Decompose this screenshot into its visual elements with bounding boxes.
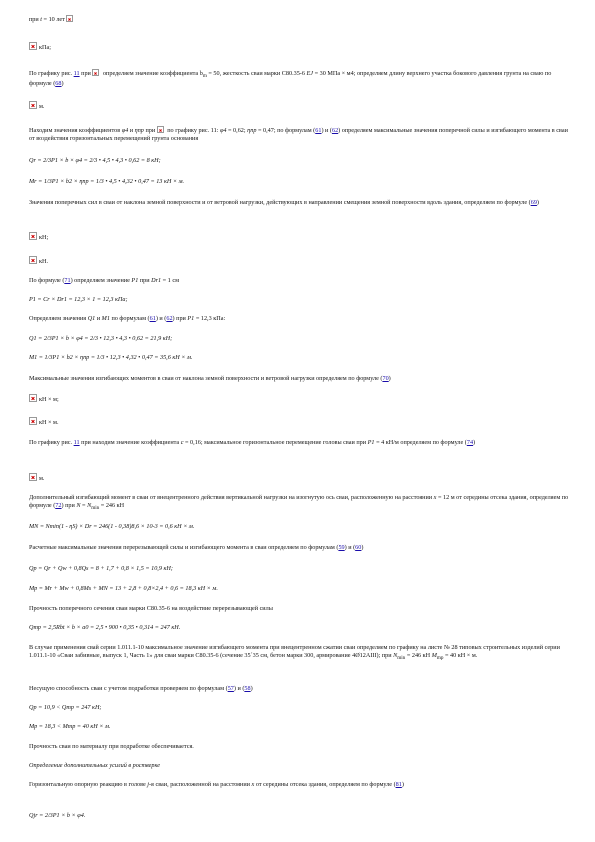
formula-link[interactable]: 81 bbox=[395, 781, 402, 788]
paragraph-series: В случае применения свай серии 1.011.1-10 максимальное значение изгибающего момента при внецентренном сжатии сваи определяем по графику на листе № 28 типовых строительных изделий серии 1.011.1-10 «Сваи забивные, выпуск 1, Часть 1» для сваи марки С80.35-6 (сечение 35´35 см, бетон марки 300, армирование 4Ø12АIII); при $N_{min} = 246$ кН $M_{mp} = 40$ кН × м. bbox=[29, 644, 560, 662]
broken-image-icon bbox=[29, 101, 37, 109]
formula-link[interactable]: 59 bbox=[338, 544, 345, 551]
broken-image-icon bbox=[29, 42, 37, 50]
paragraph-formula-qw: кН. bbox=[29, 256, 569, 266]
equation-m1: M1 = 1/3P1 × b2 × ηпр = 1/3 • 12,3 • 4,32 • 0,47 = 35,6 кН × м. bbox=[29, 354, 193, 361]
equation-p1: P1 = Cr × Dr1 = 12,3 × 1 = 12,3 кПа; bbox=[29, 296, 128, 303]
broken-image-icon bbox=[29, 417, 37, 425]
equation-qr: Qr = 2/3P1 × b × φ4 = 2/3 • 4,5 • 4,3 • 0,62 = 8 кН; bbox=[29, 157, 161, 164]
equation-q1: Q1 = 2/3P1 × b × φ4 = 2/3 • 12,3 • 4,3 • 0,62 = 21,9 кН; bbox=[29, 335, 173, 342]
broken-image-icon bbox=[92, 69, 99, 76]
paragraph-shear-forces: Значения поперечных сил в сваи от наклона земной поверхности и от ветровой нагрузки, действующих в направлении смещения земной поверхности вдоль здания, определяем по формуле (69) bbox=[29, 199, 539, 206]
figure-link[interactable]: 11 bbox=[73, 439, 80, 446]
paragraph-bending-moments: Максимальные значения изгибающих моментов в сваи от наклона земной поверхности и ветровой нагрузки определяем по формуле (70) bbox=[29, 375, 391, 382]
formula-link[interactable]: 62 bbox=[331, 127, 339, 134]
broken-image-icon bbox=[29, 394, 37, 402]
formula-link[interactable]: 74 bbox=[466, 439, 474, 446]
paragraph-formula-dr: м. bbox=[29, 473, 569, 483]
equation-qp: Qp = Qr + Qw + 0,8Qs = 8 + 1,7 + 0,8 × 1,5 = 10,9 кН; bbox=[29, 565, 173, 572]
paragraph-time: при t = 10 лет bbox=[29, 15, 569, 24]
formula-link[interactable]: 62 bbox=[166, 315, 173, 322]
broken-image-icon bbox=[157, 126, 164, 133]
paragraph-design-values: Расчетные максимальные значения перерезывающей силы и изгибающего момента в сваи определяем по формулам (59) и (60) bbox=[29, 544, 364, 551]
formula-link[interactable]: 61 bbox=[149, 315, 156, 322]
paragraph-displacement: По графику рис. 11 при находим значение коэффициента c = 0,16; максимальное горизонтальное перемещение головы сваи при P1 = 4 кН/м определяем по формуле (74) bbox=[29, 439, 476, 446]
paragraph-section-strength: Прочность поперечного сечения сваи марки С80.35-6 на воздействие перерезывающей силы bbox=[29, 605, 273, 612]
paragraph-coefficients: Находим значения коэффициентов φ4 и ηпр при по графику рис. 11: φ4 = 0,62; ηпр = 0,47; по формулам (61) и (62) определяем максимальные значения поперечной силы и изгибающего момента в сваи от воздействия горизонтальных перемещений грунта основания bbox=[29, 127, 568, 143]
formula-link[interactable]: 57 bbox=[227, 685, 234, 692]
formula-link[interactable]: 60 bbox=[355, 544, 362, 551]
equation-check-q: Qp = 10,9 < Qmp = 247 кН; bbox=[29, 704, 102, 711]
paragraph-formula-ms: кН × м; bbox=[29, 394, 569, 404]
formula-link[interactable]: 70 bbox=[382, 375, 389, 382]
formula-link[interactable]: 68 bbox=[55, 80, 62, 88]
equation-mp: Mp = Mr + Mw + 0,8Ms + MN = 13 + 2,8 + 0,8×2,4 + 0,6 = 18,3 кН × м. bbox=[29, 585, 218, 592]
equation-mr: Mr = 1/3P1 × b2 × ηпр = 1/3 • 4,5 • 4,32 • 0,47 = 13 кН × м. bbox=[29, 178, 185, 185]
equation-mn: MN = Nmin(1 - ηS) × Dr = 246(1 - 0,38)8,6 × 10-3 = 0,6 кН × м. bbox=[29, 523, 195, 530]
paragraph-formula-length: м. bbox=[29, 101, 569, 111]
paragraph-conclusion: Прочность сваи по материалу при подработке обеспечивается. bbox=[29, 743, 194, 750]
formula-link[interactable]: 72 bbox=[55, 502, 62, 510]
paragraph-coefficient: По графику рис. 11 при определяем значение коэффициента $b_m = 50$, жесткость сваи марки С80.35-6 EJ = 30 МПа × м4; определяем длину верхнего участка бокового давления грунта на сваю по формуле (68) bbox=[29, 70, 552, 88]
broken-image-icon bbox=[66, 15, 73, 22]
paragraph-formula-pressure: кПа; bbox=[29, 42, 569, 52]
paragraph-q1-m1: Определяем значения Q1 и M1 по формулам (61) и (62) при P1 = 12,3 кПа: bbox=[29, 315, 226, 322]
paragraph-capacity: Несущую способность сваи с учетом подработки проверяем по формулам (57) и (58) bbox=[29, 685, 253, 692]
equation-check-m: Mp = 18,3 < Mmp = 40 кН × м. bbox=[29, 723, 111, 730]
broken-image-icon bbox=[29, 256, 37, 264]
formula-link[interactable]: 61 bbox=[315, 127, 322, 134]
broken-image-icon bbox=[29, 473, 37, 481]
equation-qmp: Qmp = 2,5Rbt × b × a0 = 2,5 • 900 • 0,35 • 0,314 = 247 кН. bbox=[29, 624, 181, 631]
figure-link[interactable]: 11 bbox=[73, 70, 80, 77]
formula-link[interactable]: 71 bbox=[64, 277, 71, 284]
paragraph-p1: По формуле (71) определяем значение P1 при Dr1 = 1 см bbox=[29, 277, 179, 284]
paragraph-reaction: Горизонтальную опорную реакцию в голове j-я сваи, расположенной на расстоянии x от середины отсека здания, определяем по формуле (81) bbox=[29, 781, 404, 788]
formula-link[interactable]: 58 bbox=[244, 685, 251, 692]
equation-qjr: Qjr = 2/3P1 × b × φ4. bbox=[29, 812, 86, 819]
paragraph-formula-mw: кН × м. bbox=[29, 417, 569, 427]
formula-link[interactable]: 69 bbox=[530, 199, 537, 206]
broken-image-icon bbox=[29, 232, 37, 240]
paragraph-additional-moment: Дополнительный изгибающий момент в сваи от внецентренного действия вертикальной нагрузки на изогнутую ось сваи, расположенную на расстоянии x = 12 м от середины отсека здания, определяем по формуле (72) при $N = N_{min} = 246$ кН bbox=[29, 494, 569, 512]
paragraph-formula-qs: кН; bbox=[29, 232, 569, 242]
section-heading: Определение дополнительных усилий в ростверке bbox=[29, 762, 161, 769]
